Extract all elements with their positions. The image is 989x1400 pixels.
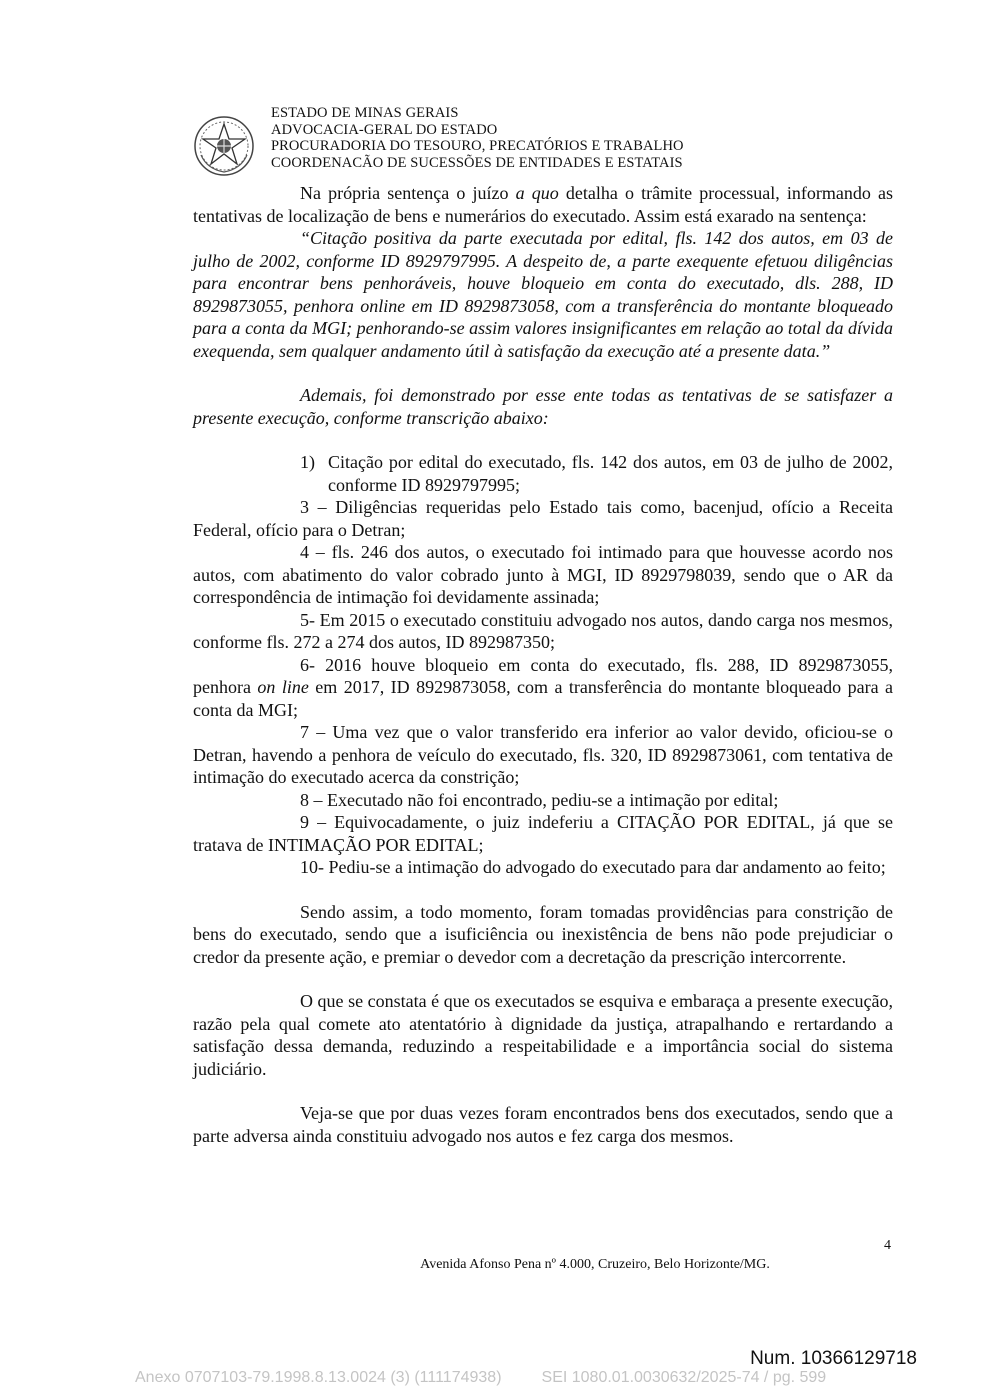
document-body [193, 182, 893, 1147]
list-item-text: Citação por edital do executado, fls. 142 dos autos, em 03 de julho de 2002, conforme ID 8929797995; [328, 452, 893, 495]
paragraph-sendo-assim: Sendo assim, a todo momento, foram tomadas providências para constrição de bens do executado, sendo que a isuficiência ou inexistência de bens não pode prejudiciar o credor da presente ação, e premiar o devedor com a decretação da prescrição intercorrente. [193, 901, 893, 967]
footer-address: Avenida Afonso Pena nº 4.000, Cruzeiro, Belo Horizonte/MG. [420, 1257, 770, 1272]
paragraph-text: Na própria sentença o juízo [300, 183, 516, 203]
list-item-number: 1) [300, 452, 315, 472]
list-item-emphasis: on line [257, 677, 309, 697]
annex-stamp [135, 1369, 826, 1387]
quote-paragraph: “Citação positiva da parte executada por edital, fls. 142 dos autos, em 03 de julho de 2002, conforme ID 8929797995. A despeito de, a parte exequente efetuou diligências para encontrar bens penhoráveis, houve bloqueio em conta do executado, dls. 288, ID 8929873055, penhora online em ID 8929873058, com a transferência do montante bloqueado para a conta da MGI; penhorando-se assim valores insignificantes em relação ao total da dívida exequenda, sem qualquer andamento útil à satisfação da execução até a presente data.” [193, 228, 893, 361]
list-item: 8 – Executado não foi encontrado, pediu-se a intimação por edital; [300, 789, 779, 810]
list-item: 10- Pediu-se a intimação do advogado do executado para dar andamento ao feito; [300, 857, 886, 877]
page-number: 4 [884, 1238, 891, 1253]
annex-reference: Anexo 0707103-79.1998.8.13.0024 (3) (111174938) [135, 1369, 502, 1386]
list-item: 4 – fls. 246 dos autos, o executado foi intimado para que houvesse acordo nos autos, com abatimento do valor cobrado junto à MGI, ID 8929798039, sendo que o AR da correspondência de intimação foi devidamente assinada; [193, 542, 893, 607]
state-coat-of-arms-icon [193, 115, 255, 177]
paragraph-text: detalha o trâmite processual, informando as tentativas de localização de bens e numerários do executado. Assim está exarado na sentença: [193, 183, 893, 226]
list-item: 5- Em 2015 o executado constituiu advogado nos autos, dando carga nos mesmos, conforme fls. 272 a 274 dos autos, ID 892987350; [193, 609, 893, 652]
paragraph-sentence [193, 182, 893, 227]
document-header [271, 105, 684, 171]
paragraph-veja-se: Veja-se que por duas vezes foram encontrados bens dos executados, sendo que a parte adversa ainda constituiu advogado nos autos e fez carga dos mesmos. [193, 1103, 893, 1146]
list-item: 9 – Equivocadamente, o juiz indeferiu a CITAÇÃO POR EDITAL, já que se tratava de INTIMAÇÃO POR EDITAL; [193, 812, 893, 855]
document-number: Num. 10366129718 [750, 1348, 917, 1369]
header-line-agency: ADVOCACIA-GERAL DO ESTADO [271, 121, 498, 138]
list-item-text: em 2017, ID 8929873058, com a transferência do montante bloqueado para a conta da MGI; [193, 677, 893, 720]
list-item: 7 – Uma vez que o valor transferido era inferior ao valor devido, oficiou-se o Detran, havendo a penhora de veículo do executado, fls. 320, ID 8929873061, com tentativa de intimação do executado acerca da constrição; [193, 722, 893, 787]
paragraph-constata: O que se constata é que os executados se esquiva e embaraça a presente execução, razão pela qual comete ato atentatório à dignidade da justiça, atrapalhando e rertardando a satisfação dessa demanda, reduzindo a respeitabilidade e a importância social do sistema judiciário. [193, 991, 893, 1079]
header-line-procuradoria: PROCURADORIA DO TESOURO, PRECATÓRIOS E TRABALHO [271, 138, 684, 154]
list-item [193, 654, 893, 722]
header-line-coordenacao: COORDENACÃO DE SUCESSÕES DE ENTIDADES E ESTATAIS [271, 154, 683, 171]
list-item [193, 451, 893, 496]
list-item: 3 – Diligências requeridas pelo Estado tais como, bacenjud, ofício a Receita Federal, ofício para o Detran; [193, 497, 893, 540]
list-item-text: 6- 2016 houve bloqueio em conta do executado, fls. 288, ID 8929873055, penhora [193, 654, 893, 697]
sei-reference: SEI 1080.01.0030632/2025-74 / pg. 599 [541, 1369, 827, 1386]
paragraph-ademais: Ademais, foi demonstrado por esse ente todas as tentativas de se satisfazer a presente execução, conforme transcrição abaixo: [193, 385, 893, 428]
header-line-state: ESTADO DE MINAS GERAIS [271, 105, 459, 121]
paragraph-emphasis: a quo [515, 183, 559, 203]
